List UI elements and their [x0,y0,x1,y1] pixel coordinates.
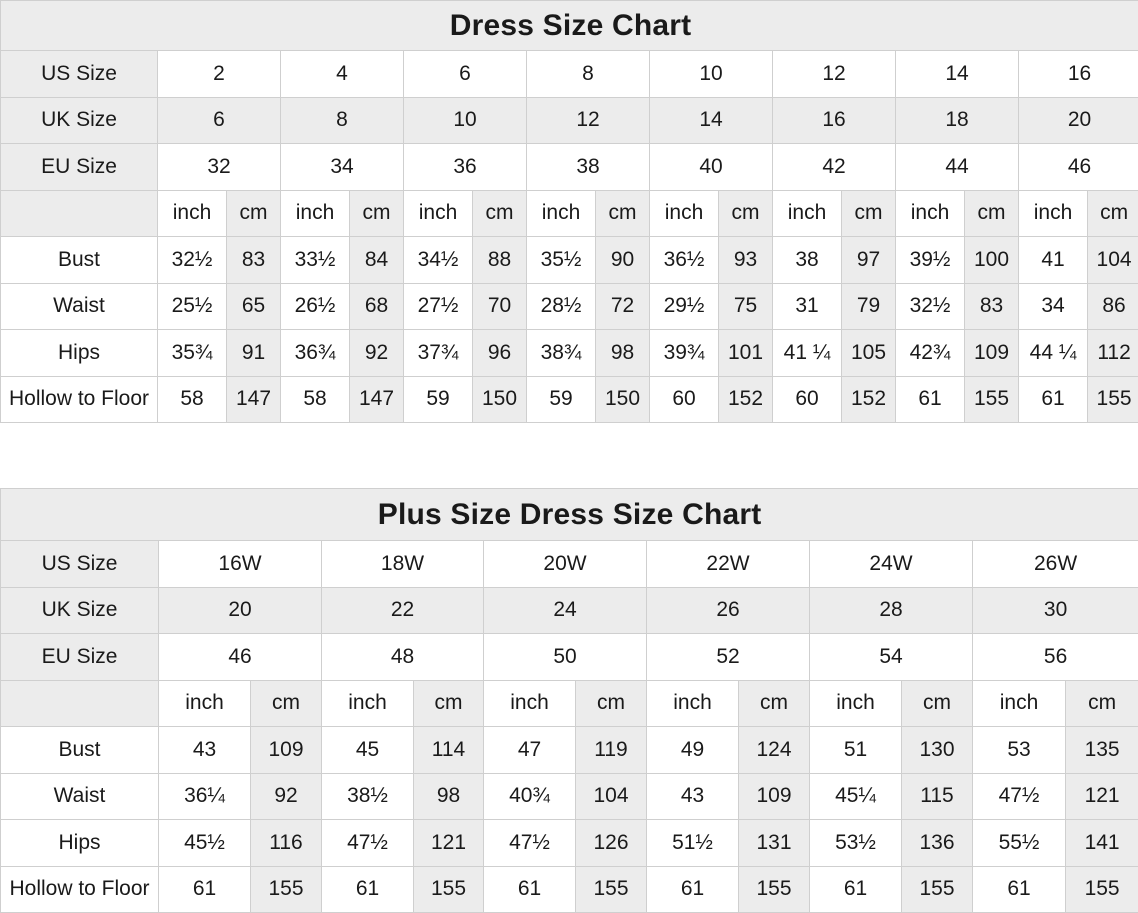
eu-size-cell: 42 [773,144,896,191]
unit-cm-header: cm [902,680,973,727]
uk-size-cell: 30 [973,587,1138,634]
waist-inch-cell: 40¾ [484,773,576,820]
bust-cm-cell: 109 [251,727,322,774]
hips-cm-cell: 105 [842,330,896,377]
hips-inch-cell: 41 ¼ [773,330,842,377]
waist-cm-cell: 109 [739,773,810,820]
waist-row [1,773,1138,820]
eu-size-cell: 54 [810,634,973,681]
hollow-cm-cell: 147 [350,376,404,423]
waist-cm-cell: 72 [596,283,650,330]
us-size-cell: 4 [281,51,404,98]
unit-cm-header: cm [227,190,281,237]
eu-size-cell: 40 [650,144,773,191]
waist-cm-cell: 92 [251,773,322,820]
hollow-cm-cell: 155 [739,866,810,913]
unit-cm-header: cm [1066,680,1138,727]
us-size-row [1,51,1138,98]
hips-cm-cell: 109 [965,330,1019,377]
bust-inch-cell: 36½ [650,237,719,284]
hollow-inch-cell: 59 [404,376,473,423]
hips-inch-cell: 51½ [647,820,739,867]
bust-inch-cell: 53 [973,727,1066,774]
bust-inch-cell: 33½ [281,237,350,284]
waist-cm-cell: 70 [473,283,527,330]
dress-size-chart [0,0,1138,423]
row-label-hips: Hips [1,330,158,377]
waist-inch-cell: 43 [647,773,739,820]
bust-inch-cell: 41 [1019,237,1088,284]
unit-row-label [1,190,158,237]
uk-size-cell: 28 [810,587,973,634]
eu-size-cell: 50 [484,634,647,681]
bust-inch-cell: 47 [484,727,576,774]
waist-cm-cell: 65 [227,283,281,330]
chart-title: Plus Size Dress Size Chart [1,489,1138,541]
row-label-hollow-to-floor: Hollow to Floor [1,866,159,913]
hollow-inch-cell: 61 [810,866,902,913]
hollow-inch-cell: 61 [484,866,576,913]
bust-cm-cell: 88 [473,237,527,284]
unit-inch-header: inch [647,680,739,727]
hollow-to-floor-row [1,376,1138,423]
bust-inch-cell: 49 [647,727,739,774]
waist-inch-cell: 27½ [404,283,473,330]
hips-cm-cell: 98 [596,330,650,377]
dress-size-table [0,0,1138,423]
us-size-cell: 12 [773,51,896,98]
unit-cm-header: cm [473,190,527,237]
unit-cm-header: cm [965,190,1019,237]
hips-cm-cell: 121 [414,820,484,867]
us-size-cell: 22W [647,541,810,588]
hollow-cm-cell: 155 [576,866,647,913]
waist-cm-cell: 75 [719,283,773,330]
hips-inch-cell: 55½ [973,820,1066,867]
us-size-cell: 10 [650,51,773,98]
bust-cm-cell: 119 [576,727,647,774]
row-label-uk-size: UK Size [1,587,159,634]
uk-size-cell: 26 [647,587,810,634]
bust-cm-cell: 93 [719,237,773,284]
hips-row [1,820,1138,867]
row-label-us-size: US Size [1,51,158,98]
unit-inch-header: inch [650,190,719,237]
bust-inch-cell: 38 [773,237,842,284]
hips-inch-cell: 37¾ [404,330,473,377]
uk-size-cell: 24 [484,587,647,634]
bust-row [1,237,1138,284]
us-size-cell: 6 [404,51,527,98]
waist-inch-cell: 31 [773,283,842,330]
hips-inch-cell: 39¾ [650,330,719,377]
hollow-cm-cell: 155 [414,866,484,913]
uk-size-row [1,587,1138,634]
hollow-cm-cell: 150 [473,376,527,423]
bust-cm-cell: 84 [350,237,404,284]
hips-cm-cell: 126 [576,820,647,867]
eu-size-row [1,144,1138,191]
hips-inch-cell: 47½ [484,820,576,867]
waist-inch-cell: 25½ [158,283,227,330]
hips-inch-cell: 53½ [810,820,902,867]
unit-cm-header: cm [596,190,650,237]
uk-size-cell: 14 [650,97,773,144]
hollow-cm-cell: 155 [1066,866,1138,913]
bust-inch-cell: 43 [159,727,251,774]
bust-cm-cell: 114 [414,727,484,774]
row-label-hollow-to-floor: Hollow to Floor [1,376,158,423]
us-size-cell: 20W [484,541,647,588]
hips-cm-cell: 141 [1066,820,1138,867]
waist-inch-cell: 28½ [527,283,596,330]
waist-cm-cell: 98 [414,773,484,820]
chart-title: Dress Size Chart [1,1,1138,51]
uk-size-cell: 22 [322,587,484,634]
row-label-waist: Waist [1,773,159,820]
bust-cm-cell: 104 [1088,237,1138,284]
bust-inch-cell: 45 [322,727,414,774]
waist-cm-cell: 86 [1088,283,1138,330]
unit-inch-header: inch [322,680,414,727]
waist-row [1,283,1138,330]
eu-size-cell: 48 [322,634,484,681]
eu-size-cell: 44 [896,144,1019,191]
unit-inch-header: inch [281,190,350,237]
hips-inch-cell: 36¾ [281,330,350,377]
eu-size-cell: 36 [404,144,527,191]
unit-inch-header: inch [1019,190,1088,237]
bust-inch-cell: 51 [810,727,902,774]
unit-cm-header: cm [576,680,647,727]
bust-cm-cell: 130 [902,727,973,774]
hollow-inch-cell: 61 [322,866,414,913]
hollow-inch-cell: 61 [896,376,965,423]
bust-cm-cell: 100 [965,237,1019,284]
bust-inch-cell: 39½ [896,237,965,284]
eu-size-cell: 56 [973,634,1138,681]
waist-inch-cell: 26½ [281,283,350,330]
row-label-eu-size: EU Size [1,634,159,681]
hollow-inch-cell: 61 [159,866,251,913]
uk-size-cell: 16 [773,97,896,144]
bust-cm-cell: 97 [842,237,896,284]
us-size-row [1,541,1138,588]
unit-cm-header: cm [842,190,896,237]
hips-cm-cell: 112 [1088,330,1138,377]
eu-size-cell: 52 [647,634,810,681]
unit-inch-header: inch [159,680,251,727]
row-label-hips: Hips [1,820,159,867]
uk-size-cell: 10 [404,97,527,144]
eu-size-cell: 38 [527,144,650,191]
hips-inch-cell: 44 ¼ [1019,330,1088,377]
waist-inch-cell: 45¼ [810,773,902,820]
waist-cm-cell: 121 [1066,773,1138,820]
row-label-eu-size: EU Size [1,144,158,191]
row-label-uk-size: UK Size [1,97,158,144]
uk-size-cell: 20 [159,587,322,634]
uk-size-cell: 6 [158,97,281,144]
bust-inch-cell: 34½ [404,237,473,284]
waist-inch-cell: 36¼ [159,773,251,820]
row-label-waist: Waist [1,283,158,330]
plus-size-table [0,488,1138,913]
bust-row [1,727,1138,774]
unit-cm-header: cm [1088,190,1138,237]
unit-inch-header: inch [158,190,227,237]
bust-cm-cell: 90 [596,237,650,284]
us-size-cell: 16W [159,541,322,588]
waist-inch-cell: 29½ [650,283,719,330]
hips-cm-cell: 101 [719,330,773,377]
us-size-cell: 16 [1019,51,1138,98]
uk-size-cell: 18 [896,97,1019,144]
plus-size-chart [0,488,1138,913]
eu-size-row [1,634,1138,681]
unit-inch-header: inch [896,190,965,237]
unit-cm-header: cm [739,680,810,727]
us-size-cell: 2 [158,51,281,98]
hollow-cm-cell: 152 [719,376,773,423]
unit-row [1,190,1138,237]
hollow-cm-cell: 152 [842,376,896,423]
hollow-cm-cell: 147 [227,376,281,423]
unit-cm-header: cm [251,680,322,727]
us-size-cell: 26W [973,541,1138,588]
eu-size-cell: 46 [159,634,322,681]
eu-size-cell: 46 [1019,144,1138,191]
unit-inch-header: inch [404,190,473,237]
unit-inch-header: inch [484,680,576,727]
waist-inch-cell: 38½ [322,773,414,820]
hips-cm-cell: 136 [902,820,973,867]
unit-inch-header: inch [773,190,842,237]
hollow-inch-cell: 61 [1019,376,1088,423]
waist-cm-cell: 104 [576,773,647,820]
bust-cm-cell: 124 [739,727,810,774]
hollow-inch-cell: 58 [281,376,350,423]
waist-inch-cell: 47½ [973,773,1066,820]
hips-inch-cell: 35¾ [158,330,227,377]
unit-cm-header: cm [719,190,773,237]
waist-inch-cell: 32½ [896,283,965,330]
unit-inch-header: inch [527,190,596,237]
waist-inch-cell: 34 [1019,283,1088,330]
hips-inch-cell: 45½ [159,820,251,867]
hollow-inch-cell: 61 [973,866,1066,913]
us-size-cell: 24W [810,541,973,588]
uk-size-cell: 8 [281,97,404,144]
hips-inch-cell: 42¾ [896,330,965,377]
unit-row [1,680,1138,727]
hollow-cm-cell: 155 [902,866,973,913]
hips-inch-cell: 47½ [322,820,414,867]
hollow-inch-cell: 58 [158,376,227,423]
hips-cm-cell: 91 [227,330,281,377]
hollow-cm-cell: 155 [1088,376,1138,423]
uk-size-cell: 20 [1019,97,1138,144]
row-label-bust: Bust [1,727,159,774]
hips-cm-cell: 131 [739,820,810,867]
hollow-inch-cell: 59 [527,376,596,423]
bust-inch-cell: 35½ [527,237,596,284]
eu-size-cell: 32 [158,144,281,191]
unit-inch-header: inch [973,680,1066,727]
row-label-bust: Bust [1,237,158,284]
waist-cm-cell: 83 [965,283,1019,330]
hips-cm-cell: 92 [350,330,404,377]
us-size-cell: 8 [527,51,650,98]
uk-size-cell: 12 [527,97,650,144]
us-size-cell: 18W [322,541,484,588]
unit-cm-header: cm [414,680,484,727]
waist-cm-cell: 79 [842,283,896,330]
hips-row [1,330,1138,377]
us-size-cell: 14 [896,51,1019,98]
hollow-to-floor-row [1,866,1138,913]
unit-row-label [1,680,159,727]
waist-cm-cell: 115 [902,773,973,820]
hips-cm-cell: 116 [251,820,322,867]
uk-size-row [1,97,1138,144]
hips-cm-cell: 96 [473,330,527,377]
eu-size-cell: 34 [281,144,404,191]
hollow-inch-cell: 61 [647,866,739,913]
waist-cm-cell: 68 [350,283,404,330]
hollow-inch-cell: 60 [650,376,719,423]
row-label-us-size: US Size [1,541,159,588]
unit-cm-header: cm [350,190,404,237]
bust-cm-cell: 135 [1066,727,1138,774]
bust-cm-cell: 83 [227,237,281,284]
hollow-inch-cell: 60 [773,376,842,423]
hollow-cm-cell: 155 [251,866,322,913]
unit-inch-header: inch [810,680,902,727]
hips-inch-cell: 38¾ [527,330,596,377]
hollow-cm-cell: 150 [596,376,650,423]
hollow-cm-cell: 155 [965,376,1019,423]
bust-inch-cell: 32½ [158,237,227,284]
